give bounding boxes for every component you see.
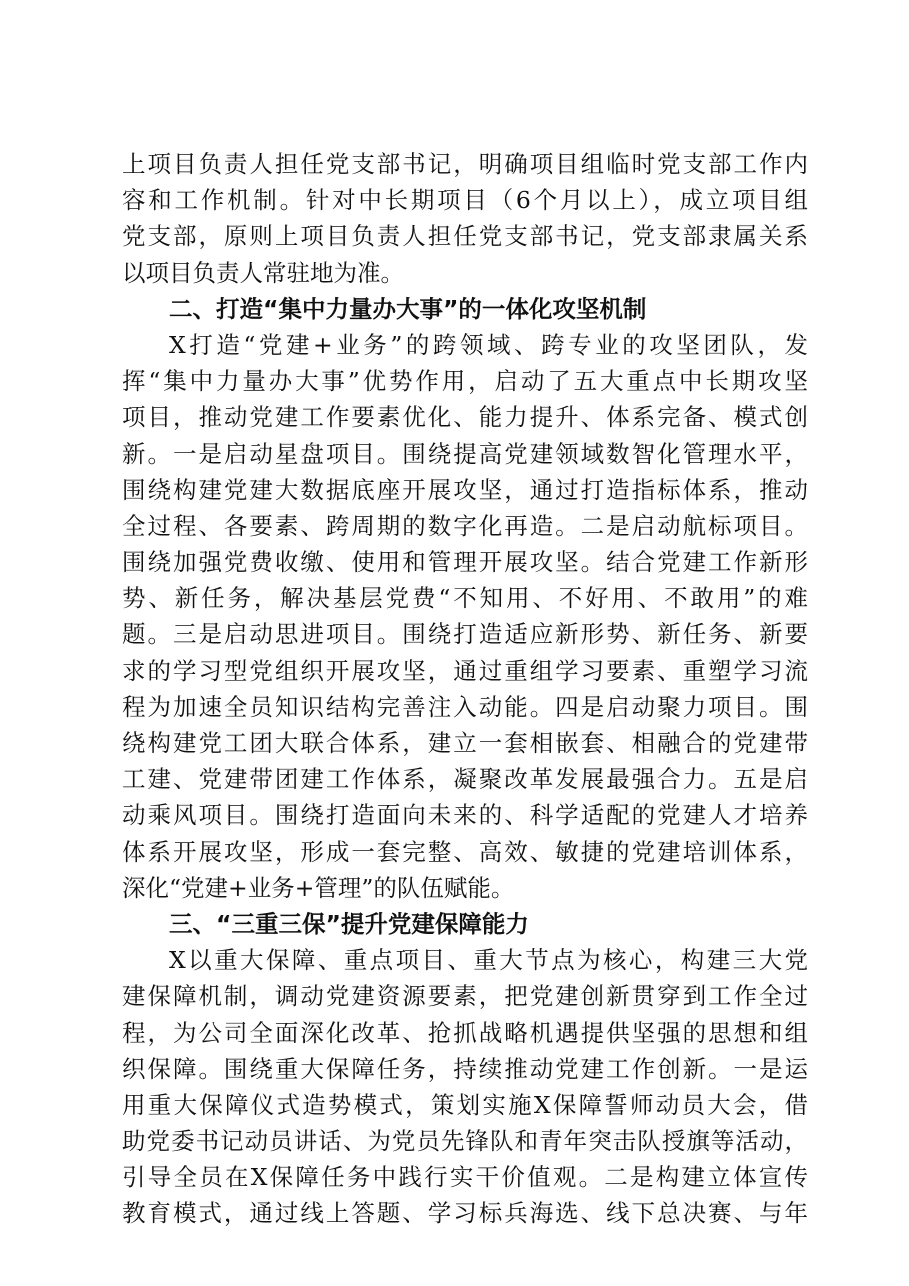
text-line: X以重大保障、重点项目、重大节点为核心，构建三大党 xyxy=(169,946,808,975)
text-line: 引导全员在X保障任务中践行实干价值观。二是构建立体宣传 xyxy=(122,1163,808,1192)
text-line: 助党委书记动员讲话、为党员先锋队和青年突击队授旗等活动， xyxy=(122,1127,808,1156)
text-line: 新。一是启动星盘项目。围绕提高党建领域数智化管理水平， xyxy=(122,439,808,468)
section-heading-3: 三、“三重三保”提升党建保障能力 xyxy=(169,909,529,938)
text-line: 项目，推动党建工作要素优化、能力提升、体系完备、模式创 xyxy=(122,403,808,432)
text-line: 用重大保障仪式造势模式，策划实施X保障誓师动员大会，借 xyxy=(122,1090,808,1119)
text-line: 织保障。围绕重大保障任务，持续推动党建工作创新。一是运 xyxy=(122,1054,808,1083)
text-line: 工建、党建带团建工作体系，凝聚改革发展最强合力。五是启 xyxy=(122,765,808,794)
text-line: 全过程、各要素、跨周期的数字化再造。二是启动航标项目。 xyxy=(122,511,808,540)
text-line: 教育模式，通过线上答题、学习标兵海选、线下总决赛、与年 xyxy=(122,1199,808,1228)
paragraph-2 xyxy=(122,327,808,906)
text-line: 体系开展攻坚，形成一套完整、高效、敏捷的党建培训体系， xyxy=(122,837,808,866)
text-line: 围绕加强党费收缴、使用和管理开展攻坚。结合党建工作新形 xyxy=(122,548,808,577)
text-line: 党支部，原则上项目负责人担任党支部书记，党支部隶属关系 xyxy=(122,222,808,251)
text-line: 程为加速全员知识结构完善注入动能。四是启动聚力项目。围 xyxy=(122,692,808,721)
text-line: 求的学习型党组织开展攻坚，通过重组学习要素、重塑学习流 xyxy=(122,656,808,685)
text-line: 上项目负责人担任党支部书记，明确项目组临时党支部工作内 xyxy=(122,150,808,178)
text-line: 以项目负责人常驻地为准。 xyxy=(122,258,404,287)
paragraph-3 xyxy=(122,942,808,1232)
text-line: 势、新任务，解决基层党费“不知用、不好用、不敢用”的难 xyxy=(122,584,808,613)
text-line: 围绕构建党建大数据底座开展攻坚，通过打造指标体系，推动 xyxy=(122,475,808,504)
text-line: 题。三是启动思进项目。围绕打造适应新形势、新任务、新要 xyxy=(122,620,808,649)
text-line: 程，为公司全面深化改革、抢抓战略机遇提供坚强的思想和组 xyxy=(122,1018,808,1047)
text-line: 容和工作机制。针对中长期项目（6个月以上），成立项目组 xyxy=(122,186,808,215)
text-line: 绕构建党工团大联合体系，建立一套相嵌套、相融合的党建带 xyxy=(122,729,808,757)
section-heading-2: 二、打造“集中力量办大事”的一体化攻坚机制 xyxy=(169,294,647,323)
text-line: 动乘风项目。围绕打造面向未来的、科学适配的党建人才培养 xyxy=(122,801,808,830)
text-line: 挥“集中力量办大事”优势作用，启动了五大重点中长期攻坚 xyxy=(122,367,808,396)
document-body xyxy=(122,146,808,1232)
text-line: X打造“党建+业务”的跨领域、跨专业的攻坚团队，发 xyxy=(169,330,808,359)
text-line: 深化“党建+业务+管理”的队伍赋能。 xyxy=(122,873,515,902)
paragraph-1 xyxy=(122,146,808,291)
text-line: 建保障机制，调动党建资源要素，把党建创新贯穿到工作全过 xyxy=(122,982,808,1011)
